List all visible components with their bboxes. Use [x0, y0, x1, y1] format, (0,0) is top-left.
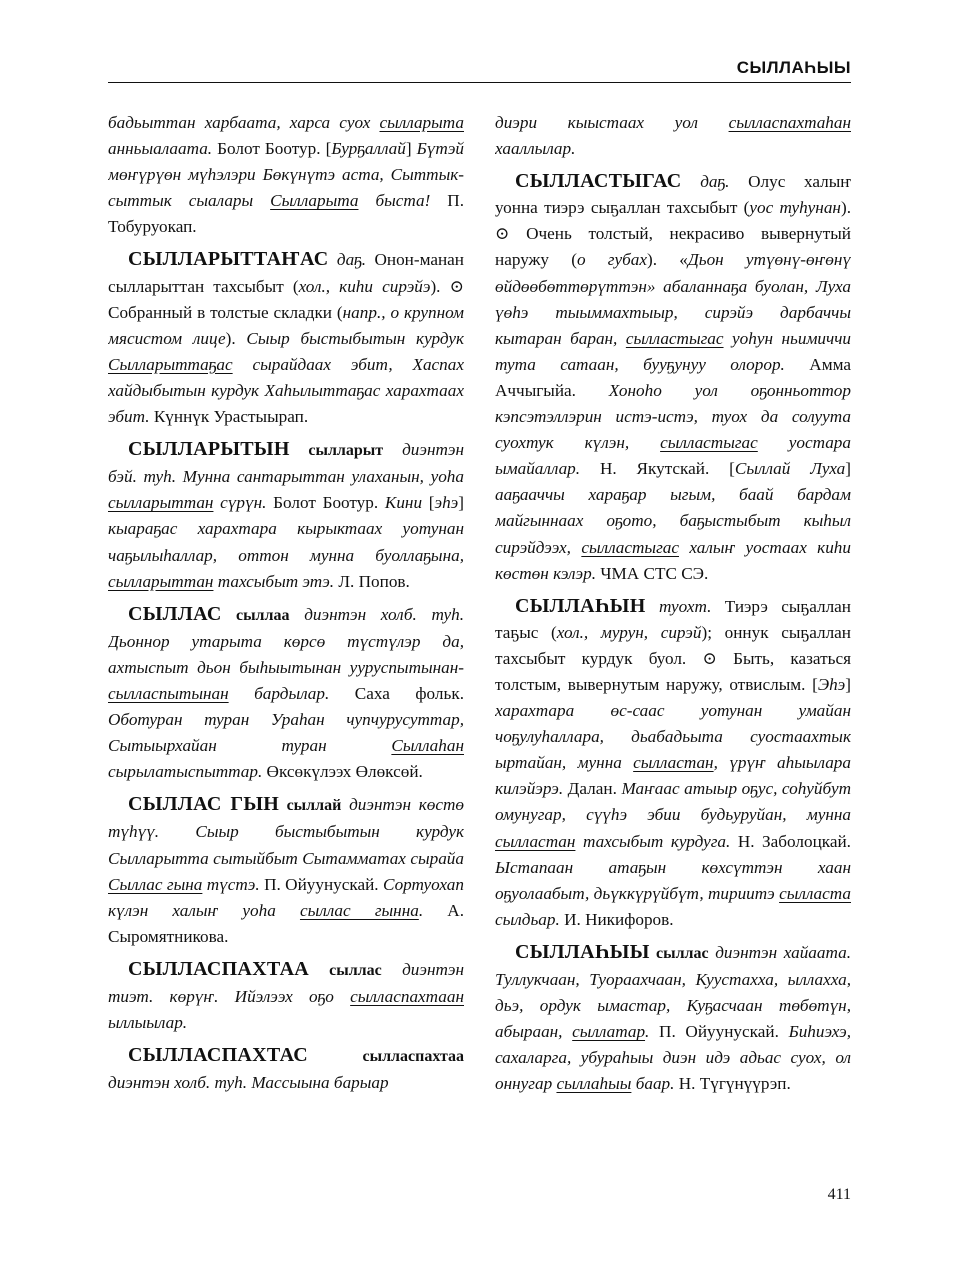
- underlined-example: Сылларыта: [270, 191, 359, 211]
- plain-text: Болот Боотур.: [266, 493, 385, 513]
- dictionary-entry: [108, 1042, 464, 1096]
- italic-text: даҕ.: [681, 172, 730, 192]
- underlined-example: Сыллас гына: [108, 874, 203, 894]
- plain-text: ]: [405, 139, 417, 159]
- italic-text: Хоноһо уол оҕонньоттор кэпсэтэллэрин истэ-истэ, туох да солуута суохтук күлэн,: [495, 380, 851, 453]
- italic-text: түстэ.: [202, 874, 260, 894]
- headword: СЫЛЛАРЫТЫН: [128, 438, 290, 461]
- text-columns: [108, 110, 851, 1170]
- plain-text: Онон-манан сылларыттан тахсыбыт (: [108, 250, 464, 296]
- plain-text: П. Тобуруокап.: [108, 191, 464, 237]
- plain-text: Өксөкүлээх Өлөксөй.: [262, 762, 423, 782]
- italic-text: Бурҕаллай: [331, 139, 406, 159]
- italic-text: хааллылар.: [495, 139, 576, 159]
- headword: СЫЛЛАҺЫН: [515, 594, 646, 617]
- plain-text: Амма Аччыгыйа.: [495, 354, 851, 400]
- root-word: сылларыт: [289, 442, 384, 460]
- italic-text: сырайдаах эбит, Хаспах хайдыбытын курдук Хаһылыттаҕас харахтаах эбит.: [108, 354, 464, 427]
- italic-text: диэнтэн холб. туһ. Дьоннор утарыта көрсө түстүлэр да, ахтыспыт дьон быһыытынан ууруспытынан-: [108, 604, 464, 677]
- root-word: сылласпахтаа: [308, 1048, 464, 1066]
- italic-text: Биһиэхэ, сахаларга, убураһыы диэн идэ адьас суох, ол оннугар: [495, 1022, 851, 1094]
- plain-text: Н. Заболоцкай.: [730, 831, 851, 851]
- dictionary-entry: [108, 436, 464, 595]
- underlined-example: сыллас гынна: [299, 900, 419, 920]
- underlined-example: сылластыгас: [660, 433, 758, 453]
- italic-text: тахсыбыт курдуга.: [575, 831, 731, 851]
- italic-text: диэнтэн бэй. туһ. Мунна сантарыттан улаханын, уоһа: [108, 440, 464, 487]
- dictionary-entry: [108, 601, 464, 786]
- plain-text: И. Никифоров.: [559, 909, 674, 929]
- root-word: сыллаа: [221, 606, 290, 624]
- plain-text: ЧМА СТС СЭ.: [596, 563, 709, 583]
- italic-text: Дьон утүөнү-өҥөнү өйдөөбөттөрүттэн» абаланнаҕа буолан, Луха үөһэ тыыммахтыыр, сирэйэ дарбаччы кытаран баран,: [495, 250, 851, 348]
- underlined-example: Сылларыттаҕас: [108, 354, 233, 374]
- underlined-example: сыллаһыы: [556, 1074, 632, 1094]
- italic-text: тахсыбыт этэ.: [213, 571, 335, 591]
- plain-text: Күннүк Урастыырап.: [149, 407, 309, 427]
- headword: СЫЛЛАРЫТТАҤАС: [128, 248, 329, 271]
- italic-text: сылдьар.: [495, 909, 560, 929]
- page-number: 411: [827, 1186, 851, 1203]
- entry-continuation: [108, 110, 464, 240]
- italic-text: Маҥаас атыыр оҕус, соһуйбут омунугар, сүүһэ эбии будьуруйан, мунна: [495, 779, 851, 825]
- italic-text: .: [418, 900, 424, 920]
- italic-text: диэнтэн көстө түһүү. Сыыр быстыбытын курдук Сылларытта сытыйбыт Сытамматах сырайа: [108, 795, 464, 868]
- plain-text: А. Сыромятникова.: [108, 900, 464, 946]
- italic-text: бадьыттан харбаата, харса суох: [108, 113, 380, 132]
- italic-text: харахтара өс-саас уотунан умайан чоҕулуһаллара, дьабадьыта суостаахтык ыртайан, мунна: [495, 701, 851, 773]
- right-column: [495, 110, 851, 1170]
- dictionary-entry: [108, 791, 464, 950]
- dictionary-entry: [495, 593, 851, 933]
- header-rule: [108, 82, 851, 83]
- underlined-example: сылластан: [495, 831, 576, 851]
- dictionary-entry: [495, 168, 851, 587]
- dictionary-entry: [108, 956, 464, 1036]
- plain-text: Саха фольк.: [329, 683, 464, 703]
- italic-text: Кини: [384, 493, 423, 513]
- plain-text: Н. Түгүнүүрэп.: [674, 1074, 791, 1094]
- entry-continuation: [495, 110, 851, 162]
- plain-text: ). ⊙ Очень толстый, некрасиво вывернутый наружу (: [495, 198, 851, 270]
- italic-text: о губах: [576, 250, 647, 270]
- italic-text: сырылатыспыттар.: [108, 762, 263, 782]
- plain-text: П. Ойуунускай.: [259, 874, 383, 894]
- plain-text: ]: [458, 493, 464, 513]
- plain-text: Далан.: [563, 779, 622, 799]
- plain-text: ). «: [646, 250, 688, 270]
- headword: СЫЛЛАСТЫГАС: [515, 170, 682, 193]
- plain-text: ); оннук сыҕаллан тахсыбыт курдук буол. ⊙ Быть, казаться толстым, вывернутым наружу, отвислым. [: [495, 622, 851, 694]
- italic-text: уостара ымайаллар.: [495, 433, 851, 479]
- italic-text: Сыллай Луха: [734, 459, 846, 479]
- dictionary-entry: [108, 246, 464, 430]
- left-column: [108, 110, 464, 1170]
- plain-text: Тиэрэ сыҕаллан таҕыс (: [495, 596, 851, 642]
- underlined-example: сылласпытынан: [108, 683, 229, 703]
- root-word: сыллас: [649, 944, 709, 962]
- italic-text: эһэ: [434, 493, 459, 513]
- italic-text: даҕ.: [328, 250, 367, 270]
- plain-text: П. Ойуунускай.: [649, 1022, 789, 1042]
- italic-text: Бүтэй мөҥүрүөн мүһэлэри Бөкүнүтэ аста, Сыттык-сыттык сыалары: [108, 139, 464, 211]
- plain-text: ]: [845, 674, 851, 694]
- dictionary-entry: [495, 939, 851, 1098]
- italic-text: ыллыылар.: [108, 1013, 188, 1033]
- italic-text: Сыыр быстыбытын курдук: [246, 328, 464, 348]
- plain-text: [: [422, 493, 435, 513]
- underlined-example: сылласта: [779, 883, 851, 903]
- italic-text: халыҥ уостаах киһи көстөн кэлэр.: [495, 537, 851, 583]
- italic-text: туохт.: [645, 596, 712, 616]
- underlined-example: сылласпахтаан: [350, 987, 464, 1006]
- italic-text: Ыстапаан атаҕын көхсүттэн хаан оҕуолаабыт, дьүккүрүйбүт, тириитэ: [495, 857, 851, 903]
- italic-text: хол., киһи сирэйэ: [298, 276, 431, 296]
- headword: СЫЛЛАСПАХТАА: [128, 957, 310, 980]
- italic-text: .: [645, 1022, 650, 1042]
- underlined-example: сылларыттан: [108, 493, 214, 513]
- plain-text: Олус халыҥ уонна тиэрэ сыҕаллан тахсыбыт (: [495, 172, 851, 218]
- italic-text: Эһэ: [817, 674, 846, 694]
- italic-text: диэнтэн холб. туһ. Массыына барыар: [108, 1073, 389, 1093]
- italic-text: уос туһунан: [749, 198, 841, 218]
- underlined-example: сылласпахтаһан: [728, 113, 851, 132]
- plain-text: Л. Попов.: [334, 571, 410, 591]
- italic-text: диэри кыыстаах уол: [495, 113, 729, 132]
- plain-text: ]: [845, 459, 851, 479]
- italic-text: уоһун ньимиччи тута сатаан, бууҕунуу олорор.: [495, 328, 851, 374]
- root-word: сыллай: [279, 797, 342, 815]
- plain-text: Н. Якутскай. [: [580, 459, 735, 479]
- headword: СЫЛЛАС ГЫН: [128, 793, 280, 816]
- underlined-example: сылларыта: [379, 113, 464, 132]
- root-word: сыллас: [309, 961, 382, 979]
- underlined-example: сылластан: [633, 753, 714, 773]
- italic-text: Сортуохап күлэн халыҥ уоһа: [108, 874, 464, 920]
- italic-text: Оботуран туран Ураһан чупчурусуттар, Сытыырхайан туран: [108, 710, 464, 756]
- plain-text: ). ⊙ Собранный в толстые складки (: [108, 276, 464, 322]
- underlined-example: сыллатар: [572, 1022, 646, 1042]
- underlined-example: Сыллаһан: [391, 736, 464, 756]
- italic-text: сүрүн.: [213, 493, 267, 513]
- italic-text: ааҕааччы хараҕар ыгым, баай бардам майгыннаах оҕото, баҕыстыбыт кыһыл сирэйдээх,: [495, 485, 851, 557]
- headword: СЫЛЛАСПАХТАС: [128, 1044, 309, 1067]
- italic-text: хол., мурун, сирэй: [556, 622, 702, 642]
- italic-text: диэнтэн тиэт. көрүҥ. Ийэлээх оҕо: [108, 959, 464, 1006]
- italic-text: кыараҕас харахтара кырыктаах уотунан чаҕылыһаллар, оттон мунна буоллаҕына,: [108, 519, 464, 565]
- underlined-example: сылларыттан: [108, 571, 214, 591]
- italic-text: диэнтэн хайаата. Туллукчаан, Туораахчаан, Куустахха, ыллахха, дьэ, ордук ымастар, Куҕасчаан төбөтүн, абыраан,: [495, 942, 851, 1042]
- italic-text: напр., о крупном мясистом лице: [108, 302, 464, 348]
- italic-text: , үрүҥ аһыылара килэйэрэ.: [495, 753, 851, 799]
- underlined-example: сылластыгас: [625, 328, 724, 348]
- italic-text: бардылар.: [228, 683, 330, 703]
- underlined-example: сылластыгас: [581, 537, 679, 557]
- plain-text: ).: [225, 328, 247, 348]
- italic-text: баар.: [631, 1074, 675, 1094]
- headword: СЫЛЛАҺЫЫ: [515, 940, 650, 963]
- headword: СЫЛЛАС: [128, 602, 222, 625]
- italic-text: быста!: [358, 191, 431, 211]
- plain-text: Болот Боотур. [: [212, 139, 332, 159]
- italic-text: анньыалаата.: [108, 139, 213, 159]
- running-head: СЫЛЛАҺЫЫ: [736, 58, 851, 77]
